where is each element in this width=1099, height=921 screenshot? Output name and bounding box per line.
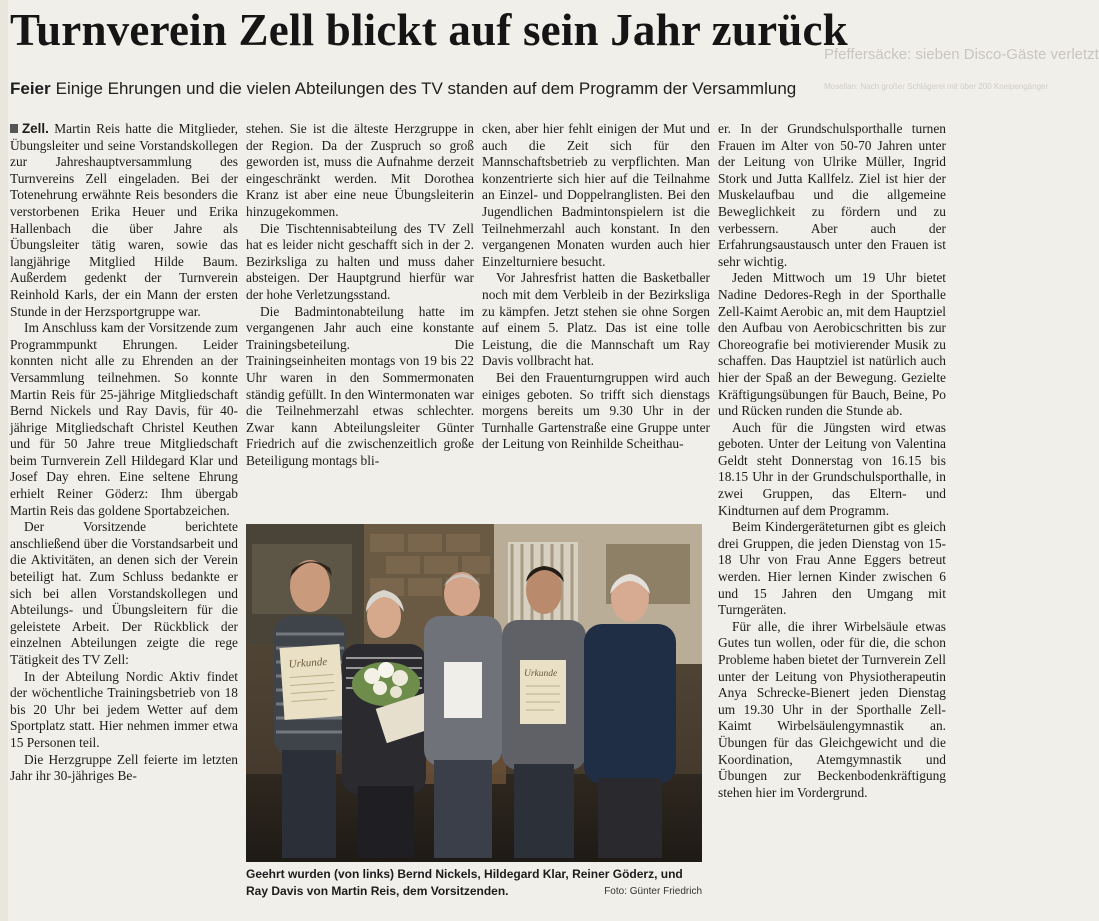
paragraph: Jeden Mittwoch um 19 Uhr bietet Nadine Dedores-Regh in der Sporthalle Zell-Kaimt Aerobic an, mit dem Hauptziel den Aufbau von Aerobicschritten bis zur Choreografie bei motivierender Musik zu schaffen. Das Hauptziel ist natürlich auch hier der Spaß an der Bewegung. Gezielte Kräftigungsübungen für Bauch, Beine, Po und Rücken runden die Stunde ab. xyxy=(718,270,946,419)
paragraph: Auch für die Jüngsten wird etwas geboten. Unter der Leitung von Valentina Geldt steht Donnerstag von 16.15 bis 18.15 Uhr in der Grundschulsporthalle, in zwei Gruppen, das Eltern- und Kindturnen auf dem Programm. xyxy=(718,419,946,518)
photo-credit: Foto: Günter Friedrich xyxy=(604,886,702,897)
dateline: Zell. xyxy=(22,121,49,136)
text-column-1 xyxy=(10,121,238,913)
photo-caption xyxy=(246,866,702,900)
paragraph: er. In der Grundschulsporthalle turnen Frauen im Alter von 50-70 Jahren unter der Leitung von Ulrike Müller, Ingrid Stork und Jutta Kallfelz. Ziel ist hier der Muskelaufbau und die allgemeine Beweglichkeit zu fördern und zu verbessern. Aber auch der Erfahrungsaustausch unter den Frauen ist sehr wichtig. xyxy=(718,121,946,269)
subheadline-text: Einige Ehrungen und die vielen Abteilungen des TV standen auf dem Programm der Versammlung xyxy=(55,79,797,98)
text-column-2 xyxy=(246,121,474,521)
paragraph: stehen. Sie ist die älteste Herzgruppe in der Region. Da der Zuspruch so groß geworden ist, muss die Aufnahme derzeit eingeschränkt werden. Mit Dorothea Kranz ist aber eine neue Übungsleiterin hinzugekommen. xyxy=(246,121,474,219)
article-headline: Turnverein Zell blickt auf sein Jahr zurück xyxy=(10,5,848,55)
previous-page-edge xyxy=(0,0,8,921)
photo-illustration xyxy=(246,524,702,862)
neighbor-headline: Pfeffersäcke: sieben Disco-Gäste verletzt xyxy=(824,46,1099,63)
paragraph: Der Vorsitzende berichtete anschließend über die Vorstandsarbeit und die Aktivitäten, an denen sich der Verein beteiligt hat. Zum Schluss bedankte er sich bei allen Vorstandskollegen und Abteilungs- und Übungsleitern für die geleistete Arbeit. Der Rückblick der einzelnen Abteilungen zeigte die rege Tätigkeit des TV Zell: xyxy=(10,519,238,667)
paragraph: Bei den Frauenturngruppen wird auch einiges geboten. So trifft sich dienstags morgens bereits um 9.30 Uhr in der Turnhalle Gartenstraße eine Gruppe unter der Leitung von Reinhilde Scheithau- xyxy=(482,369,710,452)
paragraph-text: Martin Reis hatte die Mitglieder, Übungsleiter und seine Vorstandskollegen zur Jahreshauptversammlung des Turnvereins Zell eingeladen. Bei der Totenehrung erwähnte Reis besonders die verstorbenen Erika Heuer und Erika Hallenbach die über Jahre als Übungsleiter tätig waren, sowie das langjährige Mitglied Hilde Baum. Außerdem gedenkt der Turnverein Reinhold Karls, der ein Mann der ersten Stunde in der Herzsportgruppe war. xyxy=(10,121,238,319)
text-column-4 xyxy=(718,121,946,913)
neighbor-subline: Mosellan: Nach großer Schlägerei mit über 200 Kneipengänger xyxy=(824,82,1049,91)
certificate-1-title: Urkunde xyxy=(288,655,328,671)
paragraph: Die Badmintonabteilung hatte im vergangenen Jahr auch eine konstante Trainingsbeteilung. Die Trainingseinheiten montags von 19 bis 22 Uhr waren in den Sommermonaten ständig gefüllt. In den Wintermonaten war die Teilnehmerzahl etwas schlechter. Zwar kann Abteilungsleiter Günter Friedrich auf die zwischenzeitlich große Beteiligung montags bli- xyxy=(246,303,474,468)
paragraph: Beim Kindergeräteturnen gibt es gleich drei Gruppen, die jeden Dienstag von 15-18 Uhr von Frau Anne Eggers betreut werden. Hier lernen Kinder zwischen 6 und 15 Jahren den Umgang mit Turngeräten. xyxy=(718,519,946,618)
article-subheadline xyxy=(10,78,796,100)
certificate-1 xyxy=(280,644,345,720)
paragraph: Für alle, die ihrer Wirbelsäule etwas Gutes tun wollen, oder für die, die schon Probleme haben bietet der Turnverein Zell unter der Leitung von Physiotherapeutin Anya Schrecke-Bienert jeden Dienstag um 19.30 Uhr in der Sporthalle Zell-Kaimt Wirbelsäulengymnastik an. Übungen für das Gleichgewicht und die Koordination, Atemgymnastik und Übungen zur Beckenbodenkräftigung stehen hier im Vordergrund. xyxy=(718,618,946,800)
kicker: Feier xyxy=(10,79,51,98)
article-photo xyxy=(246,524,702,862)
paragraph: In der Abteilung Nordic Aktiv findet der wöchentliche Trainingsbetrieb von 18 bis 20 Uhr bei jedem Wetter auf dem Sportplatz statt. Hier nehmen immer etwa 15 Personen teil. xyxy=(10,668,238,750)
paragraph: cken, aber hier fehlt einigen der Mut und auch die Zeit sich für den Mannschaftsbetrieb zu verpflichten. Man konzentrierte sich hier auf die Teilnahme an Einzel- und Doppelranglisten. Bei den Jugendlichen Badmintonspielern ist die Teilnehmerzahl auch konstant. In den vergangenen Monaten wurden auch hier Einzelturniere besucht. xyxy=(482,121,710,269)
caption-text: Geehrt wurden (von links) Bernd Nickels, Hildegard Klar, Reiner Göderz, und Ray Davis von Martin Reis, dem Vorsitzenden. xyxy=(246,867,683,898)
paragraph: Im Anschluss kam der Vorsitzende zum Programmpunkt Ehrungen. Leider konnten nicht alle zu Ehrenden an der Versammlung teilnehmen. So konnte Martin Reis für 25-jährige Mitgliedschaft Bernd Nickels und Ray Davis, für 40-jährige Mitgliedschaft Christel Keuthen und für 50 Jahre treue Mitgliedschaft beim Turnverein Zell Hildegard Klar und Josef Day ehren. Eine seltene Ehrung erhielt Reiner Göderz: Ihm übergab Martin Reis das goldene Sportabzeichen. xyxy=(10,320,238,518)
paragraph: Die Herzgruppe Zell feierte im letzten Jahr ihr 30-jähriges Be- xyxy=(10,751,238,784)
certificate-2 xyxy=(520,660,566,724)
paragraph: Vor Jahresfrist hatten die Basketballer noch mit dem Verbleib in der Bezirksliga zu kämpfen. Jetzt stehen sie ohne Sorgen auf einem 5. Platz. Das ist eine tolle Leistung, die die Mannschaft um Ray Davis vollbracht hat. xyxy=(482,270,710,369)
paragraph: Die Tischtennisabteilung des TV Zell hat es leider nicht geschafft sich in der 2. Bezirksliga zu halten und muss daher absteigen. Der Hauptgrund hierfür war der hohe Verletzungsstand. xyxy=(246,220,474,302)
text-column-3 xyxy=(482,121,710,521)
certificate-2-title: Urkunde xyxy=(524,669,558,679)
square-bullet-icon xyxy=(10,124,18,133)
lead-paragraph xyxy=(10,121,238,320)
